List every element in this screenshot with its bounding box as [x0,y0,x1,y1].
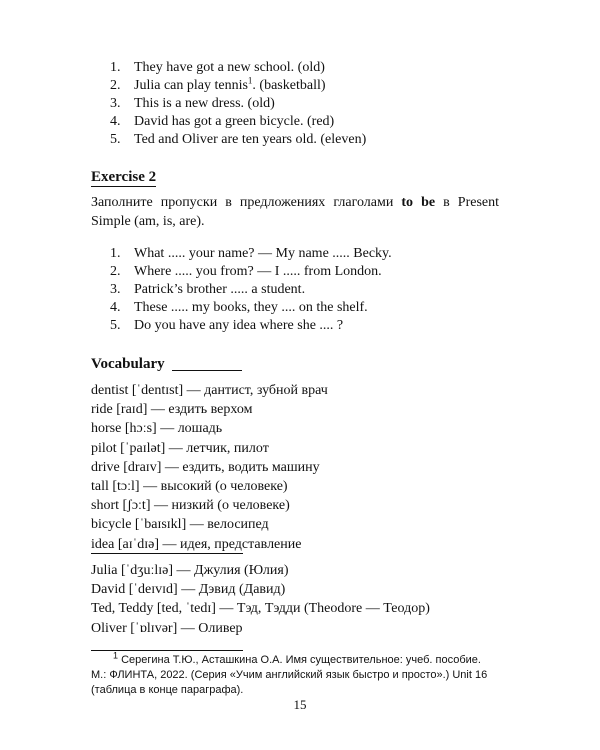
list-item [110,131,366,149]
vocabulary-underline [172,370,242,371]
vocab-entry: short [ʃɔːt] — низкий (о человеке) [91,498,290,514]
item-text: They have got a new school. (old) [134,60,325,75]
item-text: David has got a green bicycle. (red) [134,114,335,129]
item-number: 4. [110,114,121,129]
footnote-line: М.: ФЛИНТА, 2022. (Серия «Учим английский язык быстро и просто».) Unit 16 [91,669,488,681]
item-number: 1. [110,60,121,75]
footnote [91,650,511,698]
vocab-entry: pilot [ˈpaɪlət] — летчик, пилот [91,440,269,456]
name-entry: Julia [ˈdʒuːlɪə] — Джулия (Юлия) [91,563,289,578]
exercise2-heading: Exercise 2 [91,169,157,185]
list-item [110,59,366,77]
footnote-line: (таблица в конце параграфа). [91,684,244,696]
item-text: Where ..... you from? — I ..... from London. [134,264,382,279]
section-divider [91,553,243,554]
vocab-entry: dentist [ˈdentɪst] — дантист, зубной врач [91,383,328,398]
footnote-marker: 1 [113,650,119,661]
item-number: 5. [110,132,121,147]
exercise2-instruction [91,193,499,231]
item-text-continued: . (basketball) [252,78,326,93]
vocabulary-list [91,381,328,554]
instruction-emphasis: to be [401,195,436,210]
item-text: Ted and Oliver are ten years old. (eleven) [134,132,367,147]
exercise2-sentence-list [110,245,392,335]
item-number: 3. [110,282,121,297]
vocab-entry: idea [aɪˈdɪə] — идея, представление [91,536,302,552]
list-item [110,281,392,299]
exercise1-sentence-list [110,59,366,149]
item-text: Do you have any idea where she .... ? [134,318,344,333]
list-item [110,263,392,281]
vocab-entry: drive [draɪv] — ездить, водить машину [91,459,320,475]
item-number: 4. [110,300,121,315]
instruction-text: Заполните пропуски в предложениях глаголами [91,195,402,210]
name-entry: Oliver [ˈɒlɪvər] — Оливер [91,620,243,636]
name-entry: Ted, Teddy [ted, ˈtedɪ] — Тэд, Тэдди (Theodore — Теодор) [91,601,430,617]
vocab-entry: bicycle [ˈbaɪsɪkl] — велосипед [91,517,269,533]
item-number: 3. [110,96,121,111]
item-number: 1. [110,246,121,261]
name-entry: David [ˈdeɪvɪd] — Дэвид (Давид) [91,582,286,598]
item-number: 5. [110,318,121,333]
item-number: 2. [110,264,121,279]
list-item [110,113,366,131]
instruction-text-continued: в Present Simple (am, is, are). [91,195,500,229]
item-text: These ..... my books, they .... on the shelf. [134,300,368,315]
list-item [110,95,366,113]
vocab-entry: tall [tɔːl] — высокий (о человеке) [91,478,288,494]
footnote-text: Серегина Т.Ю., Асташкина О.А. Имя существительное: учеб. пособие. [121,654,481,666]
item-number: 2. [110,78,121,93]
list-item [110,299,392,317]
vocab-entry: ride [raɪd] — ездить верхом [91,402,253,418]
page-number: 15 [293,697,307,712]
footnote-line [91,650,511,668]
names-list [91,561,430,638]
vocabulary-heading: Vocabulary [91,356,165,372]
list-item [110,317,392,335]
item-text: Julia can play tennis [134,78,248,93]
footnote-reference[interactable]: 1 [247,75,253,86]
vocab-entry: horse [hɔːs] — лошадь [91,421,223,437]
list-item [110,245,392,263]
item-text: This is a new dress. (old) [134,96,275,111]
list-item [110,77,366,95]
item-text: Patrick’s brother ..... a student. [134,282,306,297]
item-text: What ..... your name? — My name ..... Becky. [134,246,392,261]
